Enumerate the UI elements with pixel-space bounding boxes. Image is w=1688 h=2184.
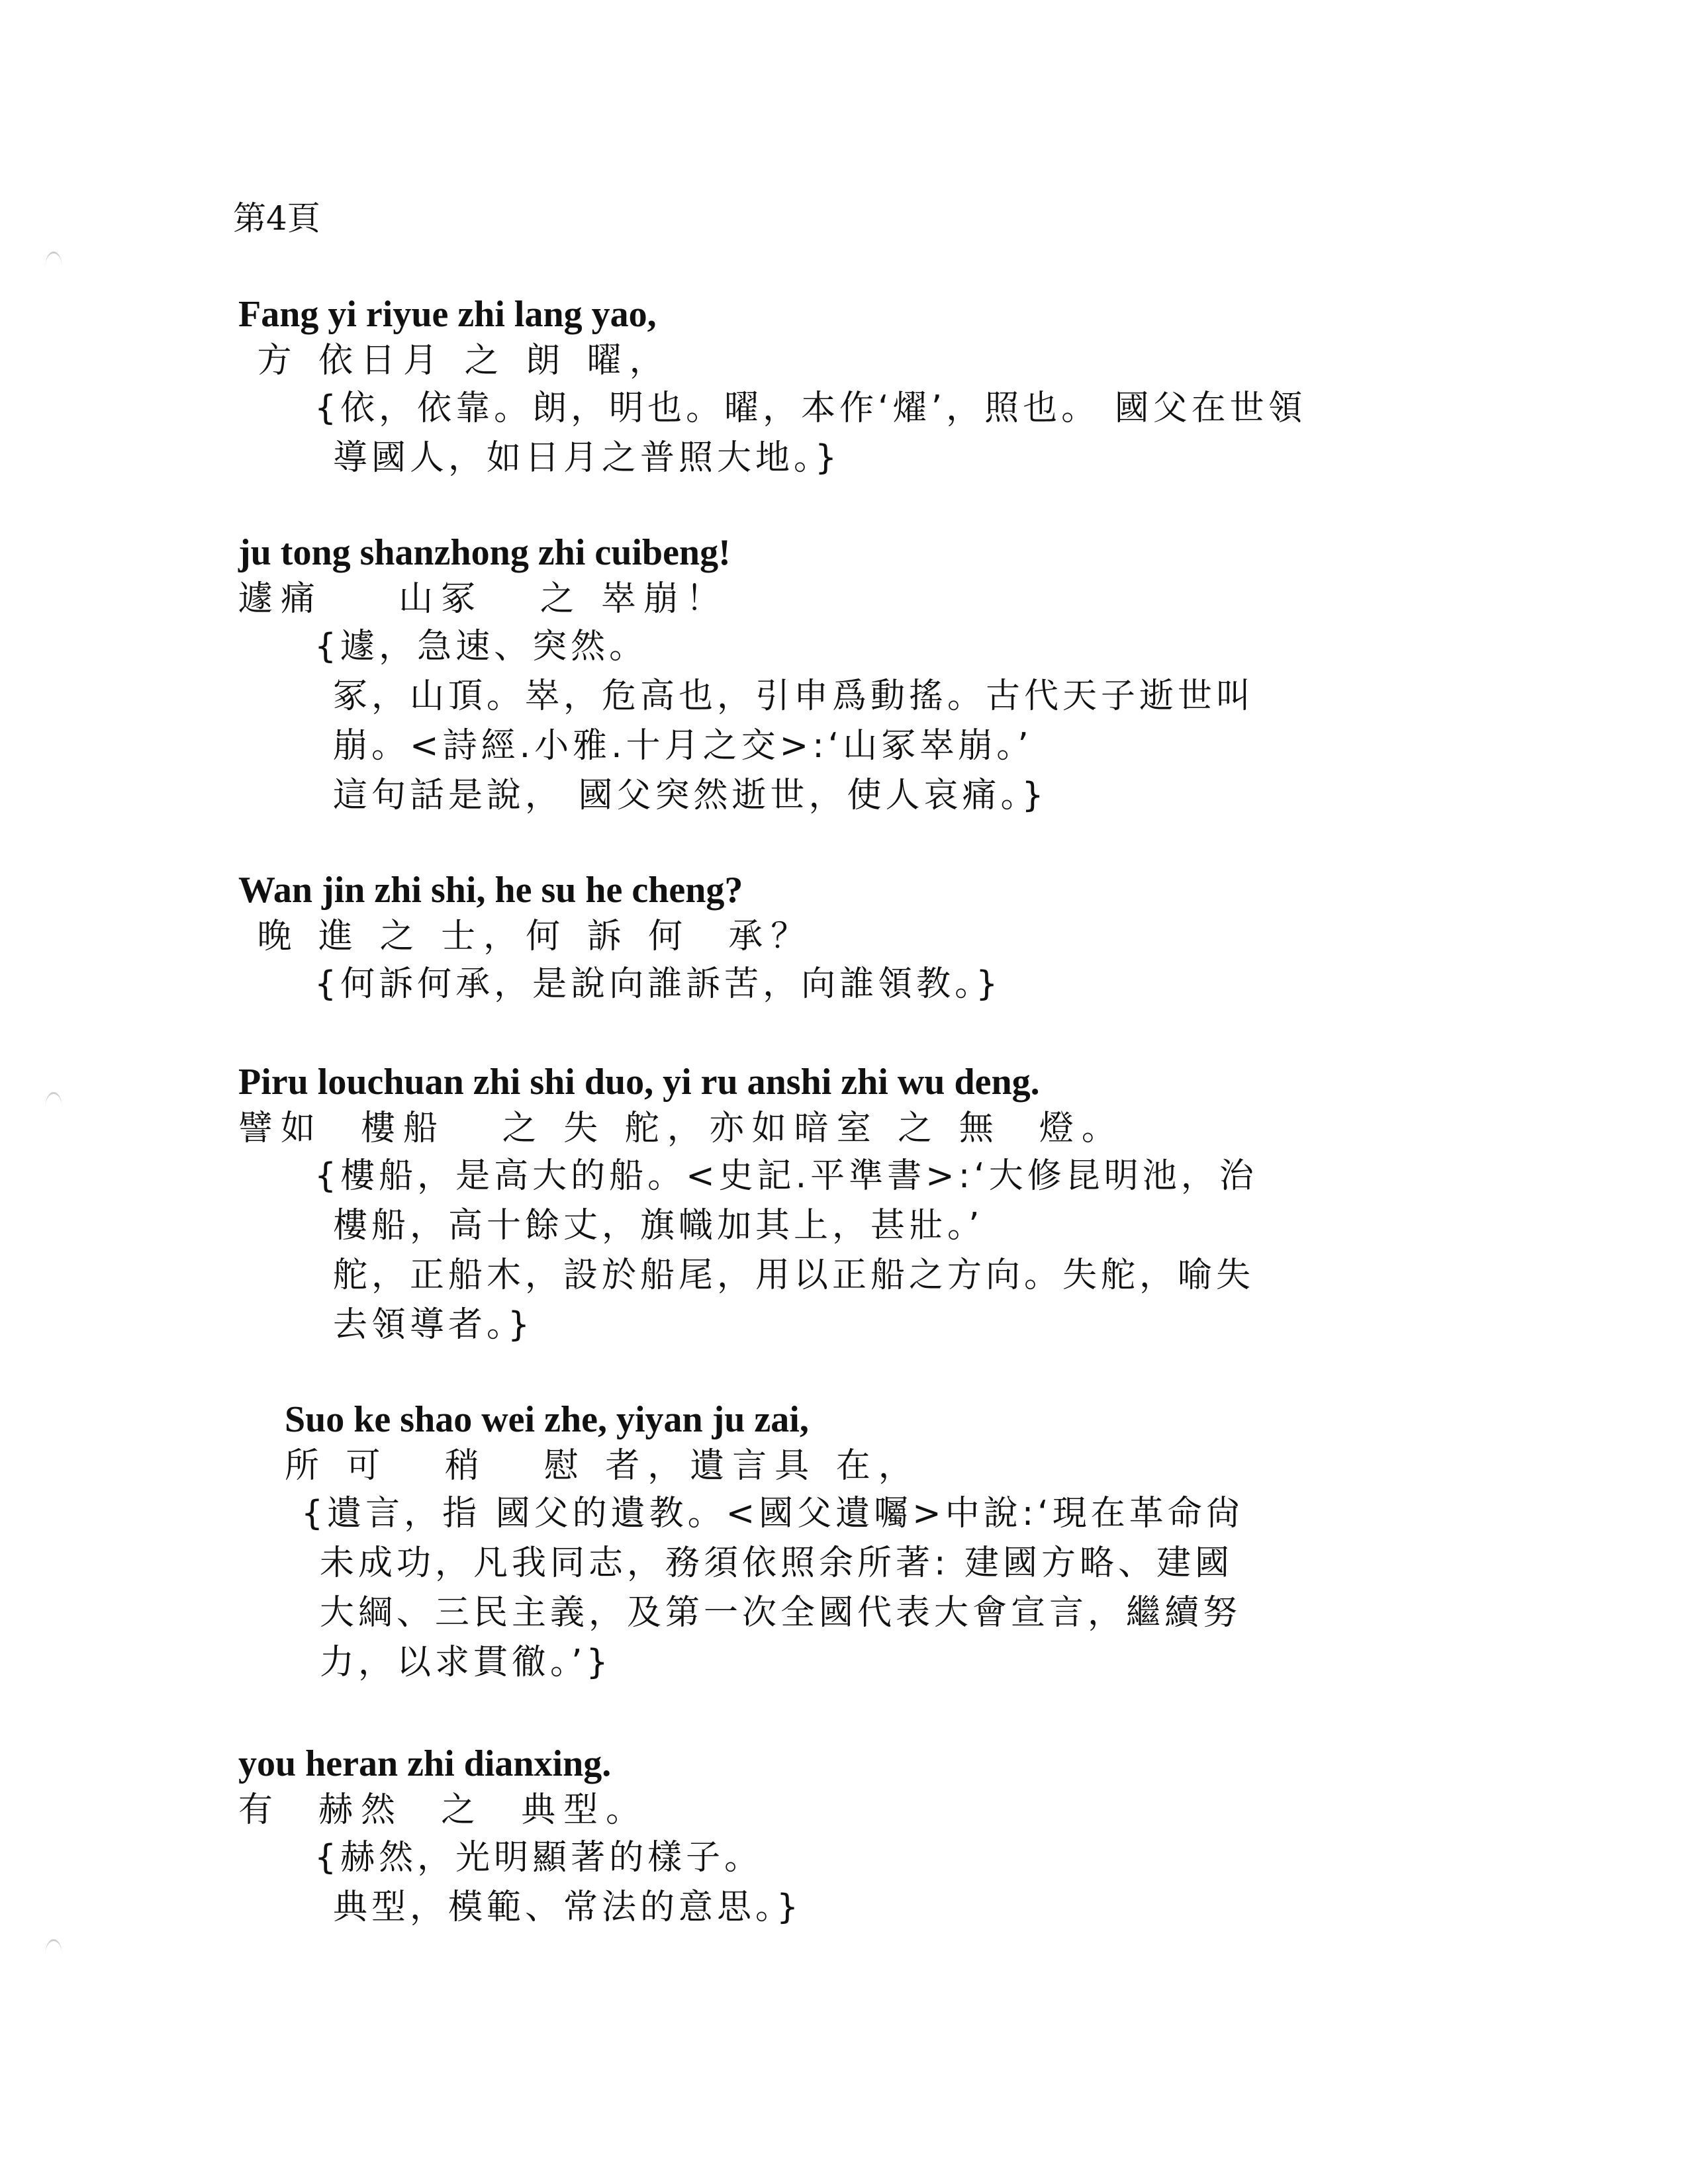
annotation xyxy=(238,1152,1496,1350)
annotation-line: 去領導者。} xyxy=(333,1305,534,1345)
chinese-line: 遽痛 山冢 之 崒崩！ xyxy=(238,579,729,619)
annotation xyxy=(285,1489,1542,1688)
annotation-line: {遺言，指 國父的遺教。<國父遺囑>中說:‘現在革命尙 xyxy=(301,1494,1244,1533)
chinese-line: 晚 進 之 士，何 訴 何 承？ xyxy=(238,917,814,956)
verse-section xyxy=(238,529,1496,821)
annotation-line: {赫然，光明顯著的樣子。 xyxy=(314,1838,763,1878)
pinyin-line: Wan jin zhi shi, he su he cheng? xyxy=(238,870,743,911)
annotation xyxy=(238,622,1496,821)
annotation-line: 樓船，高十餘丈，旗幟加其上，甚壯。’ xyxy=(333,1206,984,1246)
chinese-line: 方 依日月 之 朗 曜， xyxy=(238,341,672,381)
page-number: 第4頁 xyxy=(233,199,320,238)
annotation-line: 這句話是說， 國父突然逝世，使人哀痛。} xyxy=(333,776,1048,815)
pinyin-line: Fang yi riyue zhi lang yao, xyxy=(238,294,657,335)
annotation-line: 冢，山頂。崒，危高也，引申爲動搖。古代天子逝世叫 xyxy=(333,676,1255,716)
annotation-line: {依，依靠。朗，明也。曜，本作‘燿’，照也。 國父在世領 xyxy=(314,388,1307,428)
pinyin-line: ju tong shanzhong zhi cuibeng! xyxy=(238,532,731,573)
pinyin-line: you heran zhi dianxing. xyxy=(238,1743,612,1784)
annotation-line: 力，以求貫徹。’} xyxy=(320,1643,612,1682)
verse-section xyxy=(238,1741,1496,1933)
chinese-line: 譬如 樓船 之 失 舵，亦如暗室 之 無 燈。 xyxy=(238,1109,1124,1148)
annotation-line: {樓船，是高大的船。<史記.平準書>:‘大修昆明池，治 xyxy=(314,1156,1258,1196)
annotation-line: {何訴何承，是說向誰訴苦，向誰領教。} xyxy=(314,964,1002,1004)
annotation-line: {遽，急速、突然。 xyxy=(314,627,648,666)
verse-section xyxy=(285,1396,1542,1688)
verse-section xyxy=(238,1059,1496,1350)
annotation-line: 崩。<詩經.小雅.十月之交>:‘山冢崒崩。’ xyxy=(333,726,1033,766)
scan-edge-mark xyxy=(45,1092,62,1124)
annotation-line: 未成功，凡我同志，務須依照余所著: 建國方略、建國 xyxy=(320,1543,1234,1583)
verse-section xyxy=(238,867,1496,1009)
annotation xyxy=(238,960,1496,1009)
chinese-line: 所 可 稍 慰 者，遺言具 在， xyxy=(285,1446,921,1486)
scan-edge-mark xyxy=(45,1939,62,1972)
scan-edge-mark xyxy=(45,251,62,284)
annotation-line: 大綱、三民主義，及第一次全國代表大會宣言，繼續努 xyxy=(320,1593,1242,1633)
chinese-line: 有 赫然 之 典型。 xyxy=(238,1790,649,1830)
pinyin-line: Piru louchuan zhi shi duo, yi ru anshi zhi wu deng. xyxy=(238,1062,1040,1103)
annotation-line: 舵，正船木，設於船尾，用以正船之方向。失舵，喻失 xyxy=(333,1255,1255,1295)
annotation-line: 導國人，如日月之普照大地。} xyxy=(333,438,841,478)
pinyin-line: Suo ke shao wei zhe, yiyan ju zai, xyxy=(285,1399,809,1440)
annotation xyxy=(238,1833,1496,1933)
annotation xyxy=(238,384,1496,483)
verse-section xyxy=(238,291,1496,483)
annotation-line: 典型，模範、常法的意思。} xyxy=(333,1888,803,1927)
